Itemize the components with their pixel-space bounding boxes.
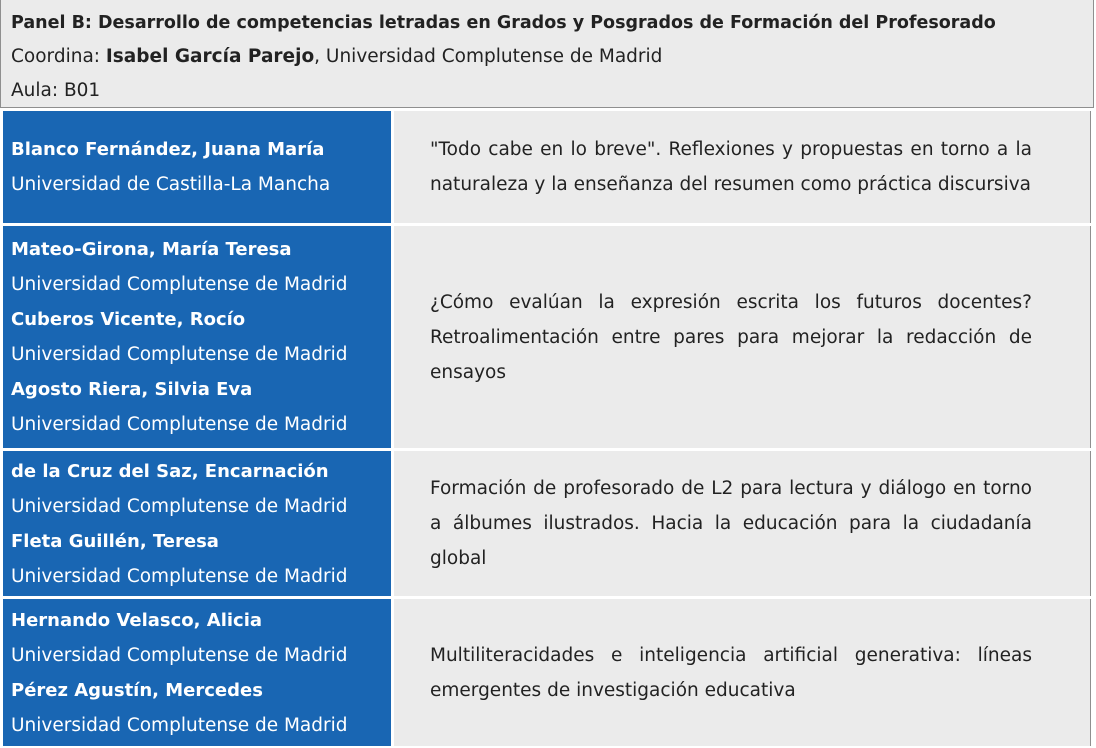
author-name: de la Cruz del Saz, Encarnación (11, 460, 329, 482)
author-affiliation: Universidad Complutense de Madrid (11, 274, 348, 295)
author-affiliation: Universidad Complutense de Madrid (11, 344, 348, 365)
presentation-title-cell (394, 451, 1091, 596)
presentations-table (0, 108, 1094, 748)
author (11, 673, 391, 743)
panel-room: Aula: B01 (11, 80, 101, 101)
author-affiliation: Universidad Complutense de Madrid (11, 565, 348, 587)
presentation-title: "Todo cabe en lo breve". Reflexiones y propuestas en torno a la naturaleza y la enseñanza del resumen como práctica discursiva (430, 139, 1032, 195)
presentation-row (0, 226, 1094, 448)
presentation-title-cell (394, 111, 1091, 223)
presentation-row (0, 111, 1094, 223)
authors-cell (3, 226, 391, 448)
coordinator-affiliation: , Universidad Complutense de Madrid (314, 46, 663, 67)
author (11, 603, 391, 673)
coordina-label: Coordina: (11, 46, 106, 67)
author-name: Fleta Guillén, Teresa (11, 530, 219, 552)
presentation-title-cell (394, 599, 1091, 746)
author (11, 232, 391, 302)
author-name: Agosto Riera, Silvia Eva (11, 379, 253, 400)
author (11, 524, 391, 594)
presentation-row (0, 451, 1094, 596)
presentation-title: Formación de profesorado de L2 para lectura y diálogo en torno a álbumes ilustrados. Hacia la educación para la ciudadanía global (430, 478, 1032, 569)
authors-cell (3, 599, 391, 746)
author (11, 454, 391, 524)
author-affiliation: Universidad Complutense de Madrid (11, 644, 348, 666)
authors-cell (3, 111, 391, 223)
author-affiliation: Universidad de Castilla-La Mancha (11, 174, 331, 195)
author-affiliation: Universidad Complutense de Madrid (11, 414, 348, 435)
authors-cell (3, 451, 391, 596)
coordinator-name: Isabel García Parejo (105, 46, 315, 67)
presentation-title: Multiliteracidades e inteligencia artificial generativa: líneas emergentes de investigación educativa (430, 644, 1032, 701)
presentation-title-cell (394, 226, 1091, 448)
panel-coordinator (11, 40, 1093, 74)
panel-header (0, 0, 1094, 108)
author-name: Blanco Fernández, Juana María (11, 139, 325, 160)
author (11, 302, 391, 372)
author-affiliation: Universidad Complutense de Madrid (11, 714, 348, 736)
author-name: Mateo-Girona, María Teresa (11, 239, 292, 260)
author-affiliation: Universidad Complutense de Madrid (11, 495, 348, 517)
presentation-row (0, 599, 1094, 746)
presentation-title: ¿Cómo evalúan la expresión escrita los futuros docentes? Retroalimentación entre pares para mejorar la redacción de ensayos (430, 291, 1032, 383)
author (11, 372, 391, 442)
author-name: Hernando Velasco, Alicia (11, 609, 263, 631)
panel-title: Panel B: Desarrollo de competencias letradas en Grados y Posgrados de Formación del Profesorado (11, 13, 996, 33)
author (11, 132, 391, 202)
author-name: Pérez Agustín, Mercedes (11, 679, 263, 701)
author-name: Cuberos Vicente, Rocío (11, 309, 246, 330)
